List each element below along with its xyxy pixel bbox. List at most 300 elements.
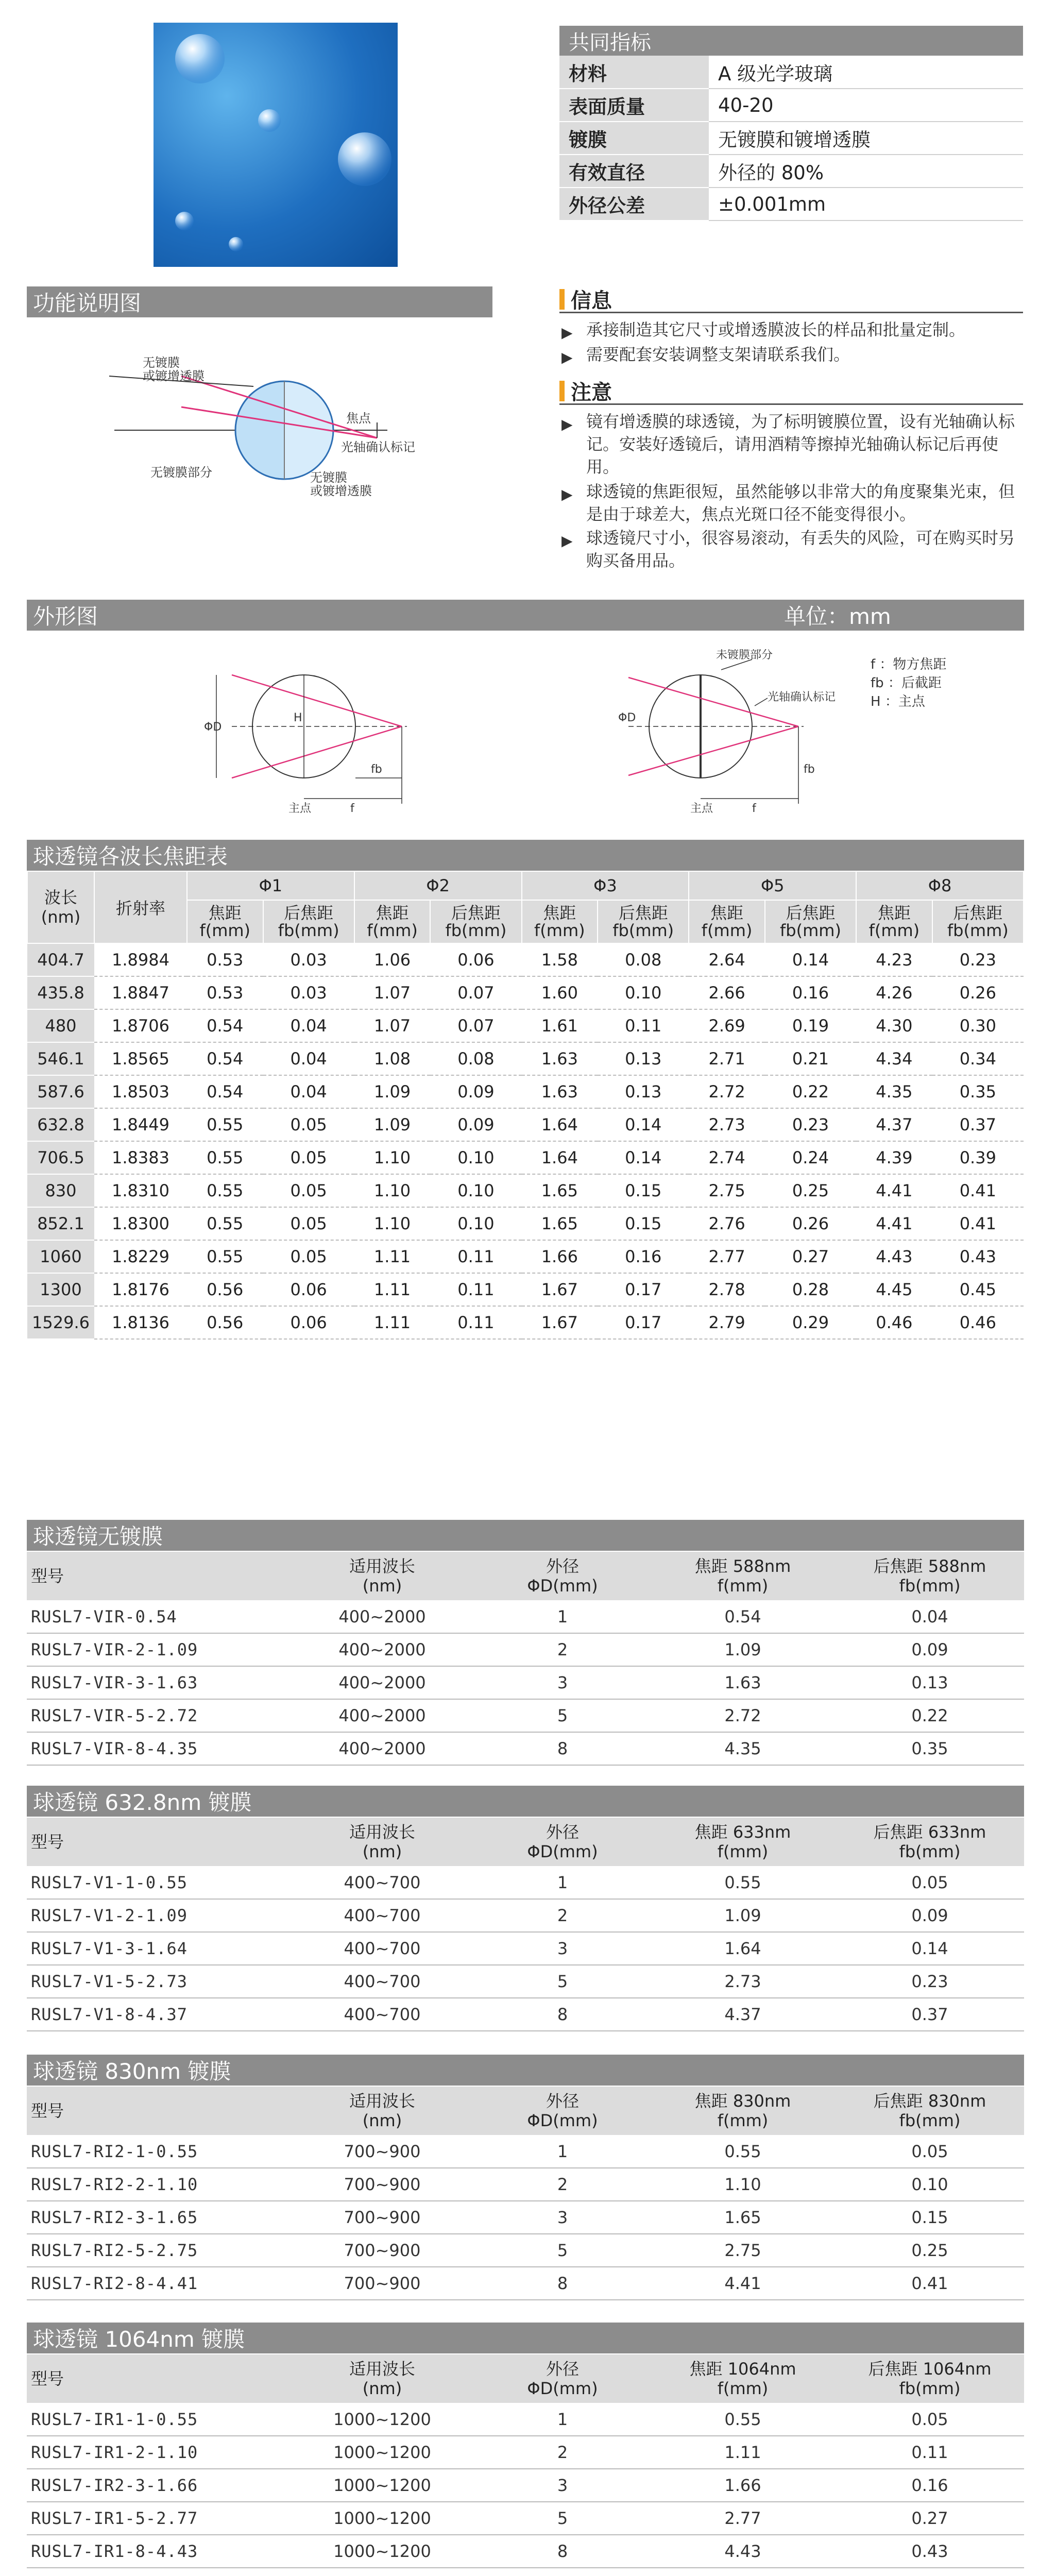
table-cell: 0.55 (187, 1141, 263, 1174)
table-row (27, 1042, 1024, 1075)
table-cell: 2.72 (689, 1075, 765, 1108)
col-header: 外径 ΦD(mm) (475, 1552, 650, 1600)
table-cell: 4.26 (856, 976, 932, 1009)
bullet-triangle-icon: ▶ (561, 532, 573, 549)
heading-marker (559, 381, 565, 401)
diagram-label: f (752, 802, 756, 814)
table-cell: 400~700 (289, 1899, 475, 1932)
table-cell: 700~900 (289, 2267, 475, 2300)
table-cell: 1.09 (354, 1108, 431, 1141)
table-cell: 0.10 (836, 2168, 1024, 2201)
table-cell: 2.73 (689, 1108, 765, 1141)
model-number: RUSL7-IR2-3-1.66 (27, 2469, 289, 2502)
group-header: Φ3 (522, 871, 689, 900)
table-cell: 0.09 (430, 1108, 521, 1141)
info-item (559, 343, 1023, 366)
table-cell: 5 (475, 1699, 650, 1732)
table-cell: 0.11 (430, 1306, 521, 1339)
table-cell: 1.64 (522, 1108, 598, 1141)
table-cell: 0.53 (187, 943, 263, 976)
table-cell: 5 (475, 2502, 650, 2535)
table-cell: 1.65 (522, 1207, 598, 1240)
model-number: RUSL7-VIR-5-2.72 (27, 1699, 289, 1732)
table-row (27, 2267, 1024, 2300)
outline-diagram-1 (201, 649, 489, 814)
table-cell: 0.34 (932, 1042, 1024, 1075)
table-cell: 0.04 (263, 1075, 354, 1108)
table-cell: 435.8 (27, 976, 94, 1009)
table-cell: 1 (475, 1600, 650, 1633)
table-cell: 8 (475, 1732, 650, 1765)
func-label: 无镀膜 (143, 355, 180, 370)
table-row (27, 2502, 1024, 2535)
table-cell: 1 (475, 2403, 650, 2436)
table-cell: 3 (475, 1666, 650, 1699)
product-table-title: 球透镜 632.8nm 镀膜 (27, 1786, 1024, 1817)
table-cell: 400~2000 (289, 1732, 475, 1765)
table-cell: 1.06 (354, 943, 431, 976)
table-cell: 0.16 (598, 1240, 689, 1273)
table-row (27, 1306, 1024, 1339)
table-cell: 2.76 (689, 1207, 765, 1240)
spec-value: A 级光学玻璃 (709, 56, 1023, 89)
table-cell: 400~700 (289, 1965, 475, 1998)
table-row (27, 1666, 1024, 1699)
diagram-label: fb (804, 763, 815, 776)
table-cell: 0.11 (430, 1273, 521, 1306)
table-cell: 0.14 (836, 1932, 1024, 1965)
table-cell: 0.35 (836, 1732, 1024, 1765)
table-row (27, 2168, 1024, 2201)
table-cell: 0.55 (187, 1207, 263, 1240)
table-cell: 0.28 (765, 1273, 856, 1306)
table-cell: 1.8449 (94, 1108, 187, 1141)
table-cell: 4.39 (856, 1141, 932, 1174)
model-number: RUSL7-VIR-0.54 (27, 1600, 289, 1633)
table-cell: 0.15 (598, 1174, 689, 1207)
diagram-label: 主点 (690, 802, 713, 814)
table-cell: 0.45 (932, 1273, 1024, 1306)
table-row (27, 1207, 1024, 1240)
col-header: 型号 (27, 1552, 289, 1600)
table-cell: 830 (27, 1174, 94, 1207)
table-cell: 4.45 (856, 1273, 932, 1306)
table-cell: 1.10 (354, 1174, 431, 1207)
table-cell: 0.55 (187, 1174, 263, 1207)
col-header: 适用波长 (nm) (289, 1552, 475, 1600)
table-cell: 1.60 (522, 976, 598, 1009)
table-row (27, 1141, 1024, 1174)
table-cell: 404.7 (27, 943, 94, 976)
col-header: 适用波长 (nm) (289, 2354, 475, 2403)
table-cell: 0.55 (650, 2403, 836, 2436)
table-cell: 1.64 (522, 1141, 598, 1174)
table-cell: 0.15 (598, 1207, 689, 1240)
product-table (27, 2354, 1024, 2568)
outline-legend (871, 655, 946, 711)
table-cell: 4.23 (856, 943, 932, 976)
table-cell: 0.29 (765, 1306, 856, 1339)
table-cell: 0.43 (932, 1240, 1024, 1273)
unit-label: 单位：mm (784, 604, 891, 629)
product-table-title: 球透镜 830nm 镀膜 (27, 2055, 1024, 2086)
model-number: RUSL7-V1-1-0.55 (27, 1866, 289, 1899)
table-cell: 0.55 (187, 1108, 263, 1141)
col-header: 外径 ΦD(mm) (475, 2354, 650, 2403)
table-row (27, 1965, 1024, 1998)
model-number: RUSL7-RI2-5-2.75 (27, 2234, 289, 2267)
note-item (559, 480, 1023, 526)
table-cell: 0.05 (263, 1174, 354, 1207)
table-cell: 0.56 (187, 1273, 263, 1306)
table-cell: 0.55 (650, 1866, 836, 1899)
focal-table-title: 球透镜各波长焦距表 (27, 840, 1024, 871)
table-cell: 700~900 (289, 2201, 475, 2234)
table-cell: 2.75 (689, 1174, 765, 1207)
table-cell: 700~900 (289, 2135, 475, 2168)
table-cell: 400~700 (289, 1932, 475, 1965)
diagram-label: fb (371, 763, 382, 776)
model-number: RUSL7-IR1-2-1.10 (27, 2436, 289, 2469)
table-cell: 2 (475, 1633, 650, 1666)
model-number: RUSL7-IR1-8-4.43 (27, 2535, 289, 2568)
col-header: 外径 ΦD(mm) (475, 1818, 650, 1866)
table-cell: 480 (27, 1009, 94, 1042)
col-header: 焦距 830nm f(mm) (650, 2087, 836, 2135)
col-header: 型号 (27, 2087, 289, 2135)
product-table (27, 1818, 1024, 2031)
info-text: 需要配套安装调整支架请联系我们。 (586, 345, 850, 364)
product-table (27, 1552, 1024, 1766)
table-cell: 1 (475, 1866, 650, 1899)
table-row (27, 1633, 1024, 1666)
table-cell: 1.8503 (94, 1075, 187, 1108)
table-cell: 8 (475, 2267, 650, 2300)
table-row (27, 1174, 1024, 1207)
table-cell: 0.46 (856, 1306, 932, 1339)
table-cell: 2 (475, 1899, 650, 1932)
outline-title-bar (27, 600, 1024, 631)
table-cell: 1.09 (650, 1899, 836, 1932)
table-cell: 3 (475, 2469, 650, 2502)
col-header: 焦距 1064nm f(mm) (650, 2354, 836, 2403)
diagram-label: ΦD (204, 721, 222, 734)
table-row (27, 1075, 1024, 1108)
info-heading (559, 286, 1023, 313)
table-cell: 0.09 (836, 1633, 1024, 1666)
table-cell: 0.55 (650, 2135, 836, 2168)
table-row (27, 2436, 1024, 2469)
table-row (27, 2201, 1024, 2234)
table-cell: 400~700 (289, 1998, 475, 2031)
heading-marker (559, 289, 565, 310)
table-cell: 1.08 (354, 1042, 431, 1075)
note-text: 球透镜尺寸小，很容易滚动，有丢失的风险，可在购买时另购买备用品。 (586, 528, 1015, 570)
table-row (27, 1899, 1024, 1932)
table-cell: 400~2000 (289, 1600, 475, 1633)
table-cell: 546.1 (27, 1042, 94, 1075)
diagram-label: H (294, 711, 302, 724)
table-cell: 700~900 (289, 2168, 475, 2201)
spec-value: ±0.001mm (709, 188, 1023, 221)
table-cell: 0.55 (187, 1240, 263, 1273)
table-cell: 0.06 (430, 943, 521, 976)
table-cell: 0.10 (430, 1174, 521, 1207)
table-cell: 632.8 (27, 1108, 94, 1141)
table-cell: 1.07 (354, 1009, 431, 1042)
table-cell: 0.11 (598, 1009, 689, 1042)
table-cell: 0.10 (598, 976, 689, 1009)
table-cell: 1.8136 (94, 1306, 187, 1339)
note-heading (559, 378, 1023, 405)
outline-diagram-2 (618, 649, 876, 814)
table-cell: 2.73 (650, 1965, 836, 1998)
table-row (27, 2234, 1024, 2267)
table-cell: 0.54 (187, 1075, 263, 1108)
table-cell: 1.66 (650, 2469, 836, 2502)
table-cell: 0.43 (836, 2535, 1024, 2568)
table-cell: 1.8847 (94, 976, 187, 1009)
table-cell: 1000~1200 (289, 2502, 475, 2535)
table-cell: 0.35 (932, 1075, 1024, 1108)
table-cell: 1.07 (354, 976, 431, 1009)
table-cell: 0.03 (263, 943, 354, 976)
glass-balls-image (154, 23, 398, 267)
table-cell: 0.39 (932, 1141, 1024, 1174)
table-cell: 0.06 (263, 1306, 354, 1339)
table-row (27, 1732, 1024, 1765)
table-cell: 1.8383 (94, 1141, 187, 1174)
table-row (27, 1009, 1024, 1042)
spec-value: 无镀膜和镀增透膜 (709, 122, 1023, 155)
table-row (27, 2403, 1024, 2436)
table-cell: 0.23 (932, 943, 1024, 976)
table-cell: 1.10 (650, 2168, 836, 2201)
spec-key: 外径公差 (559, 188, 709, 221)
legend-item: H ：主点 (871, 694, 925, 709)
func-label: 无镀膜 (310, 470, 347, 485)
table-cell: 0.10 (430, 1141, 521, 1174)
table-cell: 1000~1200 (289, 2469, 475, 2502)
table-cell: 0.25 (765, 1174, 856, 1207)
sub-header: 后焦距 fb(mm) (765, 900, 856, 943)
note-title: 注意 (571, 381, 612, 404)
table-cell: 0.08 (430, 1042, 521, 1075)
table-row (27, 2135, 1024, 2168)
model-number: RUSL7-VIR-2-1.09 (27, 1633, 289, 1666)
info-text: 承接制造其它尺寸或增透膜波长的样品和批量定制。 (586, 320, 966, 340)
table-cell: 0.08 (598, 943, 689, 976)
table-cell: 0.14 (598, 1141, 689, 1174)
table-cell: 0.37 (836, 1998, 1024, 2031)
table-cell: 2 (475, 2168, 650, 2201)
table-cell: 0.05 (263, 1141, 354, 1174)
table-cell: 2.71 (689, 1042, 765, 1075)
table-cell: 400~700 (289, 1866, 475, 1899)
table-row (27, 1998, 1024, 2031)
table-cell: 1.67 (522, 1273, 598, 1306)
function-diagram (27, 330, 492, 536)
table-cell: 0.09 (430, 1075, 521, 1108)
table-cell: 1.10 (354, 1141, 431, 1174)
model-number: RUSL7-V1-3-1.64 (27, 1932, 289, 1965)
table-cell: 2.75 (650, 2234, 836, 2267)
model-number: RUSL7-VIR-8-4.35 (27, 1732, 289, 1765)
sub-header: 焦距 f(mm) (856, 900, 932, 943)
table-cell: 2.79 (689, 1306, 765, 1339)
table-cell: 1.10 (354, 1207, 431, 1240)
func-label: 或镀增透膜 (310, 484, 372, 498)
table-cell: 1.8565 (94, 1042, 187, 1075)
table-cell: 0.16 (836, 2469, 1024, 2502)
col-header: 适用波长 (nm) (289, 2087, 475, 2135)
table-cell: 0.46 (932, 1306, 1024, 1339)
table-cell: 587.6 (27, 1075, 94, 1108)
spec-key: 有效直径 (559, 155, 709, 188)
table-cell: 4.37 (856, 1108, 932, 1141)
col-header: 后焦距 830nm fb(mm) (836, 2087, 1024, 2135)
spec-value: 外径的 80% (709, 155, 1023, 188)
table-cell: 0.10 (430, 1207, 521, 1240)
table-row (27, 2535, 1024, 2568)
table-cell: 0.13 (598, 1042, 689, 1075)
table-cell: 1000~1200 (289, 2436, 475, 2469)
sub-header: 焦距 f(mm) (187, 900, 263, 943)
table-cell: 0.25 (836, 2234, 1024, 2267)
col-header: 型号 (27, 2354, 289, 2403)
model-number: RUSL7-V1-2-1.09 (27, 1899, 289, 1932)
table-cell: 0.05 (836, 1866, 1024, 1899)
spec-table (559, 26, 1023, 221)
info-item (559, 318, 1023, 341)
diagram-label: f (350, 802, 354, 814)
func-label: 无镀膜部分 (150, 465, 212, 480)
bullet-triangle-icon: ▶ (561, 324, 573, 341)
table-row (27, 1240, 1024, 1273)
model-number: RUSL7-IR1-5-2.77 (27, 2502, 289, 2535)
table-cell: 1529.6 (27, 1306, 94, 1339)
sub-header: 后焦距 fb(mm) (932, 900, 1024, 943)
table-cell: 1.63 (522, 1075, 598, 1108)
table-cell: 1 (475, 2135, 650, 2168)
info-title: 信息 (571, 289, 612, 313)
table-cell: 4.34 (856, 1042, 932, 1075)
table-cell: 1.8176 (94, 1273, 187, 1306)
func-label: 光轴确认标记 (341, 440, 415, 454)
col-header: 焦距 633nm f(mm) (650, 1818, 836, 1866)
group-header: Φ2 (354, 871, 522, 900)
table-cell: 1.65 (522, 1174, 598, 1207)
diagram-label: 主点 (288, 802, 312, 814)
table-cell: 1.65 (650, 2201, 836, 2234)
col-header: 折射率 (94, 871, 187, 943)
table-cell: 4.35 (650, 1732, 836, 1765)
table-cell: 0.22 (836, 1699, 1024, 1732)
table-cell: 0.53 (187, 976, 263, 1009)
table-cell: 1.11 (354, 1273, 431, 1306)
table-cell: 0.07 (430, 976, 521, 1009)
table-cell: 1.61 (522, 1009, 598, 1042)
table-cell: 0.23 (836, 1965, 1024, 1998)
table-row (27, 943, 1024, 976)
table-cell: 0.05 (263, 1240, 354, 1273)
model-number: RUSL7-VIR-3-1.63 (27, 1666, 289, 1699)
table-row (27, 1932, 1024, 1965)
table-cell: 2.77 (689, 1240, 765, 1273)
table-cell: 4.41 (650, 2267, 836, 2300)
table-row (27, 976, 1024, 1009)
table-cell: 1.66 (522, 1240, 598, 1273)
table-cell: 0.04 (836, 1600, 1024, 1633)
model-number: RUSL7-V1-5-2.73 (27, 1965, 289, 1998)
table-cell: 1.11 (354, 1240, 431, 1273)
spec-key: 材料 (559, 56, 709, 89)
table-cell: 0.27 (836, 2502, 1024, 2535)
diagram-label: ΦD (618, 711, 636, 724)
legend-item: f ：物方焦距 (871, 657, 947, 672)
table-row (27, 2469, 1024, 2502)
table-cell: 0.09 (836, 1899, 1024, 1932)
table-cell: 3 (475, 2201, 650, 2234)
col-header: 后焦距 588nm fb(mm) (836, 1552, 1024, 1600)
table-cell: 1060 (27, 1240, 94, 1273)
sub-header: 焦距 f(mm) (689, 900, 765, 943)
table-cell: 2 (475, 2436, 650, 2469)
table-cell: 1.64 (650, 1932, 836, 1965)
func-title: 功能说明图 (27, 286, 492, 317)
table-cell: 1.8229 (94, 1240, 187, 1273)
bullet-triangle-icon: ▶ (561, 349, 573, 366)
table-cell: 0.54 (650, 1600, 836, 1633)
group-header: Φ8 (856, 871, 1024, 900)
group-header: Φ5 (689, 871, 856, 900)
table-cell: 0.17 (598, 1306, 689, 1339)
table-cell: 0.05 (836, 2403, 1024, 2436)
table-cell: 0.26 (932, 976, 1024, 1009)
table-row (27, 1108, 1024, 1141)
table-cell: 0.41 (932, 1174, 1024, 1207)
table-cell: 0.27 (765, 1240, 856, 1273)
table-cell: 2.66 (689, 976, 765, 1009)
spec-title: 共同指标 (559, 26, 1023, 56)
table-cell: 0.21 (765, 1042, 856, 1075)
model-number: RUSL7-RI2-8-4.41 (27, 2267, 289, 2300)
table-cell: 1.8706 (94, 1009, 187, 1042)
product-table (27, 2087, 1024, 2300)
func-label: 或镀增透膜 (143, 369, 205, 383)
col-header: 型号 (27, 1818, 289, 1866)
table-cell: 2.72 (650, 1699, 836, 1732)
table-cell: 0.17 (598, 1273, 689, 1306)
table-cell: 0.05 (263, 1207, 354, 1240)
table-cell: 0.04 (263, 1009, 354, 1042)
table-cell: 0.30 (932, 1009, 1024, 1042)
table-cell: 1.67 (522, 1306, 598, 1339)
product-table-title: 球透镜 1064nm 镀膜 (27, 2323, 1024, 2353)
product-table-title: 球透镜无镀膜 (27, 1520, 1024, 1551)
model-number: RUSL7-IR1-1-0.55 (27, 2403, 289, 2436)
table-cell: 0.07 (430, 1009, 521, 1042)
table-cell: 1.63 (650, 1666, 836, 1699)
table-cell: 1.8310 (94, 1174, 187, 1207)
table-cell: 1.11 (354, 1306, 431, 1339)
sub-header: 焦距 f(mm) (522, 900, 598, 943)
legend-item: fb ：后截距 (871, 675, 942, 691)
model-number: RUSL7-RI2-3-1.65 (27, 2201, 289, 2234)
table-cell: 0.24 (765, 1141, 856, 1174)
sub-header: 后焦距 fb(mm) (430, 900, 521, 943)
table-cell: 1.09 (650, 1633, 836, 1666)
